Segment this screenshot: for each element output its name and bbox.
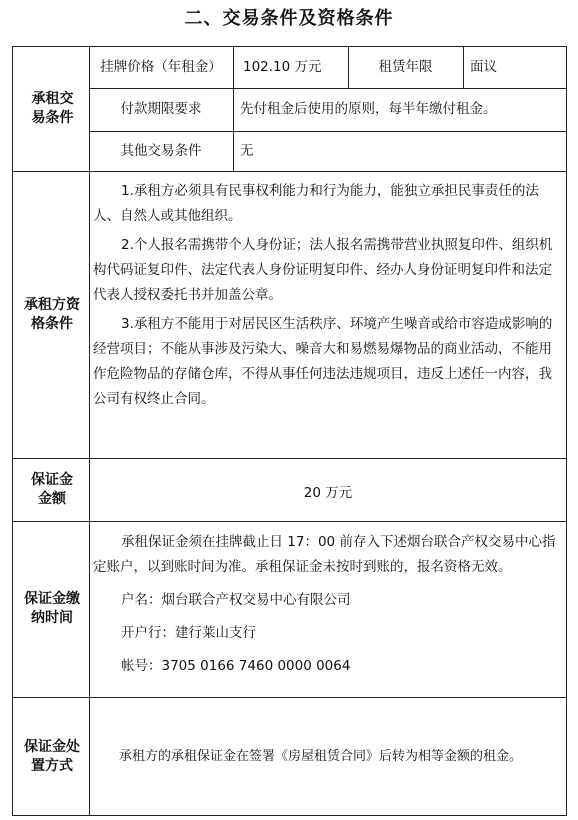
payment-value: 先付租金后使用的原则，每半年缴付租金。 — [240, 101, 497, 117]
other-conditions-label: 其他交易条件 — [120, 143, 202, 159]
term-value: 面议 — [470, 59, 497, 75]
term-label: 租赁年限 — [378, 59, 433, 75]
price-value: 102.10 万元 — [243, 59, 322, 75]
deposit-time-label: 保证金缴纳时间 — [24, 591, 80, 626]
qualification-label: 承租方资格条件 — [24, 296, 80, 332]
qualification-content — [93, 179, 563, 412]
account-number: 帐号：3705 0166 7460 0000 0064 — [121, 658, 351, 674]
account-name: 户名：烟台联合产权交易中心有限公司 — [121, 592, 351, 608]
deposit-disposal-text: 承租方的承租保证金在签署《房屋租赁合同》后转为相等金额的租金。 — [119, 749, 523, 764]
deposit-time-text: 承租保证金须在挂牌截止日 17：00 前存入下述烟台联合产权交易中心指定账户，以到账时间为准。承租保证金未按时到账的，报名资格无效。 — [93, 534, 556, 575]
section-title: 二、交易条件及资格条件 — [184, 8, 394, 29]
deposit-disposal-label: 保证金处置方式 — [24, 738, 80, 774]
other-conditions-value: 无 — [240, 143, 254, 159]
deposit-amount-label: 保证金金额 — [31, 471, 73, 507]
qualification-item: 2.个人报名需携带个人身份证；法人报名需携带营业执照复印件、组织机构代码证复印件、法定代表人身份证明复印件、经办人身份证明复印件和法定代表人授权委托书并加盖公章。 — [93, 237, 553, 303]
qualification-item: 1.承租方必须具有民事权利能力和行为能力，能独立承担民事责任的法人、自然人或其他组织。 — [93, 183, 539, 224]
qualification-item: 3.承租方不能用于对居民区生活秩序、环境产生噪音或给市容造成影响的经营项目；不能从事涉及污染大、噪音大和易燃易爆物品的商业活动，不能用作危险物品的存储仓库，不得从事任何违法违规项目，违反上述任一内容，我公司有权终止合同。 — [93, 316, 553, 407]
price-label: 挂牌价格（年租金） — [100, 59, 222, 75]
payment-label: 付款期限要求 — [120, 101, 202, 117]
trade-conditions-label: 承租交易条件 — [31, 90, 74, 126]
bank-name: 开户行：建行莱山支行 — [121, 625, 256, 641]
deposit-time-content — [93, 530, 563, 679]
deposit-amount-value: 20 万元 — [303, 485, 353, 501]
